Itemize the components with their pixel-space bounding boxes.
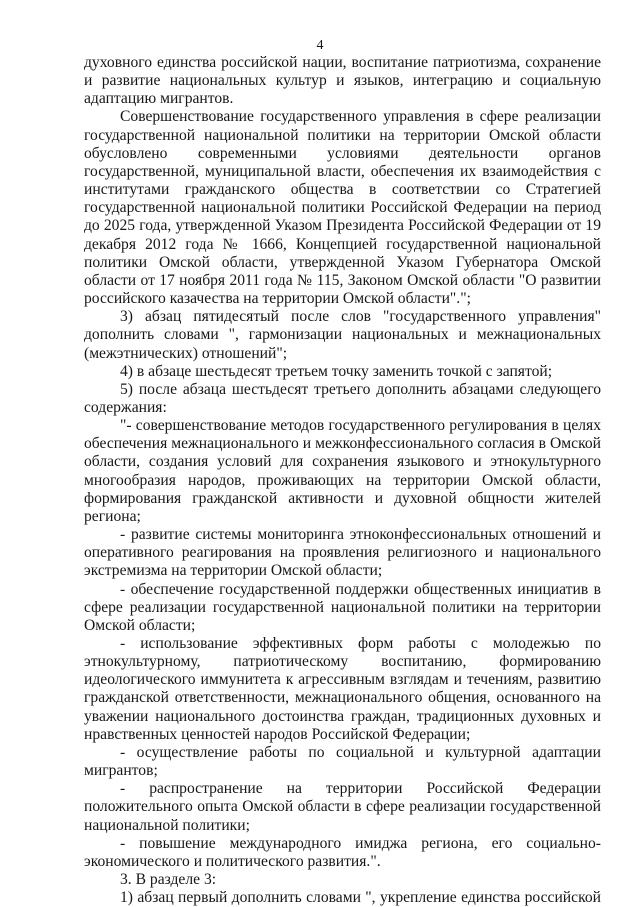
paragraph-section-3-item-1: 1) абзац первый дополнить словами ", укрепление единства российской — [120, 889, 601, 907]
paragraph-item-4: 4) в абзаце шестьдесят третьем точку заменить точкой с запятой; — [120, 362, 553, 380]
paragraph-governance: Совершенствование государственного управления в сфере реализации государственной национальной политики на территории Омской области обусловлено современными условиями деятельности органов государственной, муниципальной власти, обеспечения их взаимодействия с институтами гражданского общества в соответствии со Стратегией государственной национальной политики Российской Федерации на период до 2025 года, утвержденной Указом Президента Российской Федерации от 19 декабря 2012 года № 1666, Концепцией государственной национальной политики Омской области, утвержденной Указом Губернатора Омской области от 17 ноября 2011 года № 115, Законом Омской области "О развитии российского казачества на территории Омской области"."; — [84, 108, 601, 308]
document-body — [84, 54, 601, 907]
paragraph-bullet-experience: - распространение на территории Российской Федерации положительного опыта Омской области в сфере реализации государственной национальной политики; — [84, 780, 601, 834]
paragraph-bullet-methods: "- совершенствование методов государственного регулирования в целях обеспечения межнационального и межконфессионального согласия в Омской области, создания условий для сохранения языкового и этнокультурного многообразия народов, проживающих на территории Омской области, формирования гражданской активности и духовной общности жителей региона; — [84, 417, 601, 525]
paragraph-bullet-image: - повышение международного имиджа региона, его социально-экономического и политического развития.". — [84, 834, 601, 870]
paragraph-section-3: 3. В разделе 3: — [120, 871, 217, 889]
page-number: 4 — [316, 38, 324, 53]
paragraph-bullet-monitoring: - развитие системы мониторинга этноконфессиональных отношений и оперативного реагирования на проявления религиозного и национального экстремизма на территории Омской области; — [84, 526, 601, 580]
paragraph-item-3: 3) абзац пятидесятый после слов "государственного управления" дополнить словами ", гармонизации национальных и межнациональных (межэтнических) отношений"; — [84, 308, 601, 362]
paragraph-bullet-youth: - использование эффективных форм работы с молодежью по этнокультурному, патриотическому воспитанию, формированию идеологического иммунитета к агрессивным взглядам и течениям, развитию гражданской ответственности, межнационального общения, основанного на уважении национального достоинства граждан, традиционных духовных и нравственных ценностей народов Российской Федерации; — [84, 635, 601, 743]
paragraph-bullet-support: - обеспечение государственной поддержки общественных инициатив в сфере реализации государственной национальной политики на территории Омской области; — [84, 580, 601, 634]
paragraph-item-5: 5) после абзаца шестьдесят третьего дополнить абзацами следующего содержания: — [84, 380, 601, 416]
paragraph-continuation: духовного единства российской нации, воспитание патриотизма, сохранение и развитие национальных культур и языков, интеграцию и социальную адаптацию мигрантов. — [84, 54, 601, 108]
paragraph-bullet-adaptation: - осуществление работы по социальной и культурной адаптации мигрантов; — [84, 743, 601, 780]
